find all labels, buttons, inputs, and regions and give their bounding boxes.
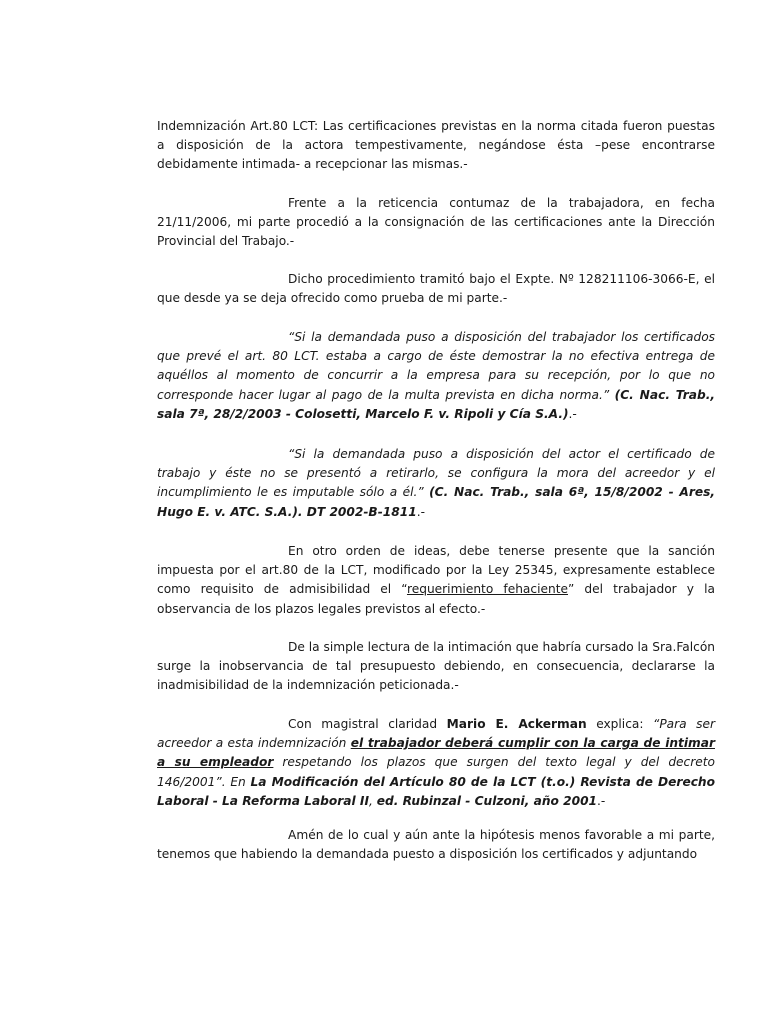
doctrine-quote-end: respetando los plazos que surgen del texto legal y del decreto 146/2001” [157, 755, 715, 789]
paragraph-text: Indemnización Art.80 LCT: Las certificaciones previstas en la norma citada fueron puestas a disposición de la actora tempestivamente, negándose ésta –pese encontrarse debidamente intimada- a recepcionar las mismas.- [157, 119, 715, 172]
paragraph-indemnizacion [157, 117, 715, 175]
paragraph-text: Frente a la reticencia contumaz de la trabajadora, en fecha 21/11/2006, mi parte procedió a la consignación de las certificaciones ante la Dirección Provincial del Trabajo.- [157, 196, 715, 249]
paragraph-reticencia [157, 194, 715, 252]
jurisprudence-quote: “Si la demandada puso a disposición del trabajador los certificados que prevé el art. 80 LCT. estaba a cargo de éste demostrar la no efectiva entrega de aquéllos al momento de concurrir a la empresa para su recepción, por lo que no corresponde hacer lugar al pago de la multa prevista en dicha norma.” [157, 330, 715, 402]
underlined-term: requerimiento fehaciente [406, 582, 568, 597]
paragraph-amen [157, 826, 715, 864]
paragraph-text: , [368, 793, 377, 808]
doctrine-source: La Modificación del Artículo 80 de la LCT (t.o.) Revista de Derecho Laboral - La Reforma Laboral II [157, 774, 715, 808]
jurisprudence-quote: “Si la demandada puso a disposición del actor el certificado de trabajo y éste no se presentó a retirarlo, se configura la mora del acreedor y el incumplimiento le es imputable sólo a él.” [157, 447, 715, 500]
doctrine-emphasis: el trabajador deberá cumplir con la carga de intimar a su empleador [157, 736, 715, 770]
paragraph-text: ” del trabajador y la observancia de los plazos legales previstos al efecto.- [157, 582, 715, 616]
paragraph-requisito [157, 542, 715, 619]
paragraph-end: .- [597, 793, 606, 808]
paragraph-expediente [157, 270, 715, 308]
paragraph-text: Amén de lo cual y aún ante la hipótesis menos favorable a mi parte, tenemos que habiendo la demandada puesto a disposición los certificados y adjuntando [157, 828, 715, 862]
author-name: Mario E. Ackerman [446, 717, 587, 731]
paragraph-ackerman [157, 715, 715, 811]
paragraph-text: explica: [586, 717, 654, 731]
paragraph-text: En otro orden de ideas, debe tenerse presente que la sanción impuesta por el art.80 de la LCT, modificado por la Ley 25345, expresamente establece como requisito de admisibilidad el “ [157, 544, 715, 597]
doctrine-quote-start: “Para ser acreedor a esta indemnización [157, 717, 716, 751]
jurisprudence-citation: (C. Nac. Trab., sala 6ª, 15/8/2002 - Ares, Hugo E. v. ATC. S.A.). DT 2002-B-1811 [157, 485, 716, 519]
paragraph-text: . En [221, 774, 251, 789]
paragraph-quote-ares [157, 445, 715, 522]
paragraph-end: .- [416, 504, 425, 519]
paragraph-intimacion [157, 638, 715, 696]
paragraph-text: Con magistral claridad [288, 717, 447, 731]
paragraph-text: De la simple lectura de la intimación que habría cursado la Sra.Falcón surge la inobservancia de tal presupuesto debiendo, en consecuencia, declararse la inadmisibilidad de la indemnización peticionada.- [157, 640, 715, 693]
paragraph-end: .- [568, 406, 577, 421]
doctrine-publisher: ed. Rubinzal - Culzoni, año 2001 [376, 793, 598, 808]
paragraph-text: Dicho procedimiento tramitó bajo el Expte. Nº 128211106-3066-E, el que desde ya se deja ofrecido como prueba de mi parte.- [157, 272, 715, 306]
jurisprudence-citation: (C. Nac. Trab., sala 7ª, 28/2/2003 - Colosetti, Marcelo F. v. Ripoli y Cía S.A.) [157, 387, 715, 421]
paragraph-quote-colosetti [157, 328, 715, 424]
